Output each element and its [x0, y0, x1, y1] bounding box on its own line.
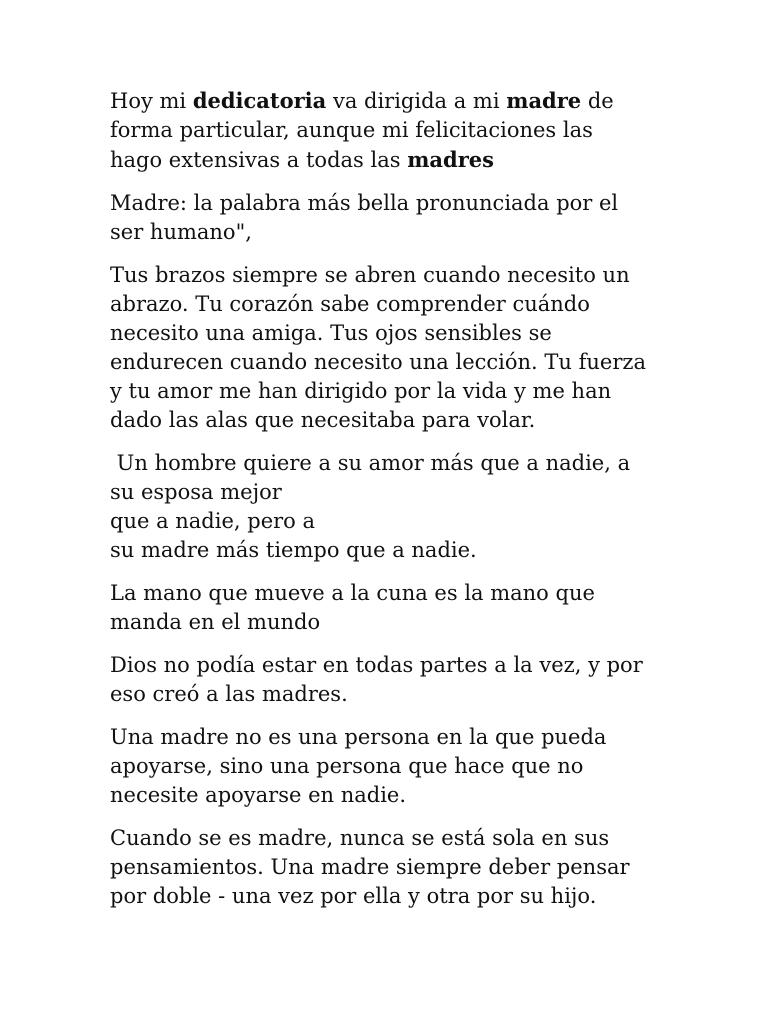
text-line: forma particular, aunque mi felicitaciones las [110, 118, 593, 142]
text-line: abrazo. Tu corazón sabe comprender cuándo [110, 292, 590, 316]
paragraph-madre-palabra [110, 189, 670, 247]
text-line: endurecen cuando necesito una lección. Tu fuerza [110, 350, 646, 374]
bold-word-madres: madres [407, 147, 494, 172]
text-line: Un hombre quiere a su amor más que a nadie, a [110, 451, 631, 475]
paragraph-tus-brazos [110, 261, 670, 435]
text-line: Madre: la palabra más bella pronunciada por el [110, 191, 619, 215]
paragraph-dios [110, 651, 670, 709]
text-line: eso creó a las madres. [110, 682, 348, 706]
text-line: Una madre no es una persona en la que pueda [110, 725, 607, 749]
paragraph-una-madre [110, 723, 670, 810]
text-run: Hoy mi [110, 89, 193, 113]
text-line [110, 145, 670, 175]
paragraph-la-mano [110, 579, 670, 637]
text-line: Tus brazos siempre se abren cuando necesito un [110, 263, 630, 287]
paragraph-un-hombre [110, 449, 670, 565]
document-page [110, 86, 670, 925]
text-run: hago extensivas a todas las [110, 148, 408, 172]
text-line: dado las alas que necesitaba para volar. [110, 408, 536, 432]
text-run: de [581, 89, 614, 113]
text-line: ser humano", [110, 220, 252, 244]
text-line: manda en el mundo [110, 610, 321, 634]
bold-word-dedicatoria: dedicatoria [192, 88, 327, 113]
text-line: pensamientos. Una madre siempre deber pensar [110, 855, 630, 879]
text-line: necesite apoyarse en nadie. [110, 783, 407, 807]
text-line: su esposa mejor [110, 480, 282, 504]
paragraph-cuando [110, 824, 670, 911]
text-line [110, 86, 670, 116]
bold-word-madre: madre [506, 88, 582, 113]
text-line: que a nadie, pero a [110, 509, 315, 533]
text-line: Dios no podía estar en todas partes a la vez, y por [110, 653, 643, 677]
text-line: por doble - una vez por ella y otra por su hijo. [110, 884, 597, 908]
text-line: su madre más tiempo que a nadie. [110, 538, 477, 562]
text-line: necesito una amiga. Tus ojos sensibles se [110, 321, 552, 345]
text-run: va dirigida a mi [326, 89, 507, 113]
text-line: La mano que mueve a la cuna es la mano que [110, 581, 595, 605]
text-line: Cuando se es madre, nunca se está sola en sus [110, 826, 610, 850]
paragraph-dedication [110, 86, 670, 175]
text-line: y tu amor me han dirigido por la vida y me han [110, 379, 612, 403]
text-line: apoyarse, sino una persona que hace que no [110, 754, 584, 778]
